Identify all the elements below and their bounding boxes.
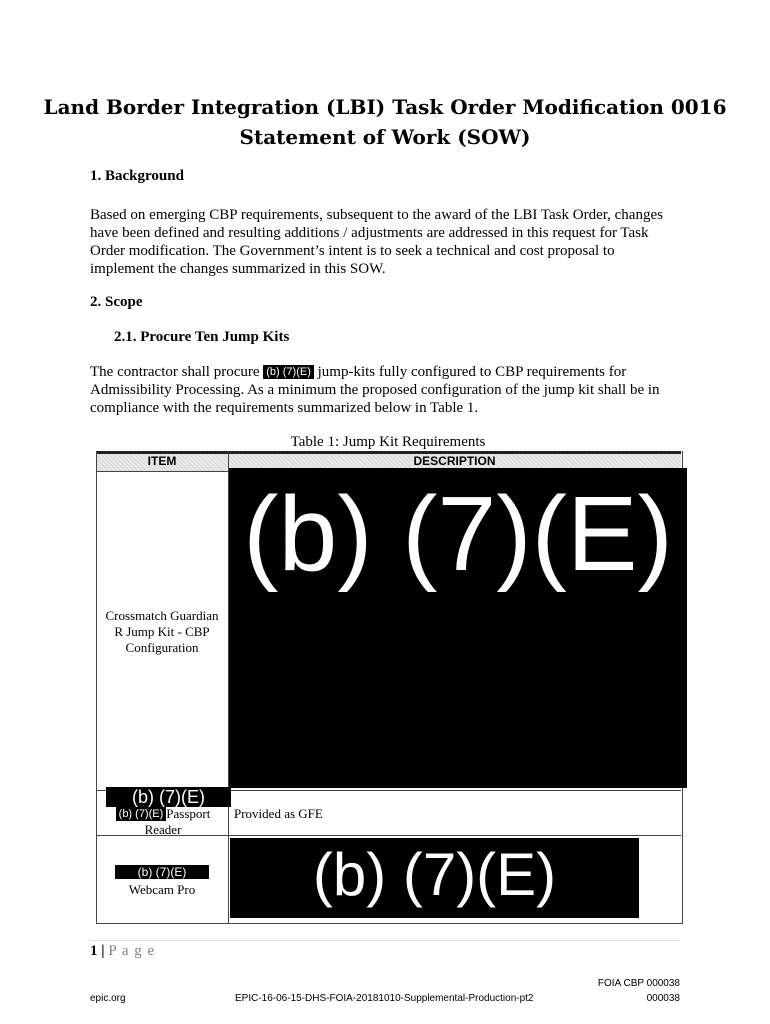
row-3-item xyxy=(100,864,224,898)
row-2-description: Provided as GFE xyxy=(234,806,323,821)
scope-text: The contractor shall procure xyxy=(90,364,264,380)
document-title-line-1: Land Border Integration (LBI) Task Order Modification 0016 xyxy=(43,95,727,119)
background-paragraph xyxy=(90,206,680,278)
scope-text: jump-kits fully configured to CBP requirements for xyxy=(313,364,627,380)
subsection-2-1-heading: 2.1. Procure Ten Jump Kits xyxy=(114,329,290,345)
row-3-description-redaction: (b) (7)(E) xyxy=(230,838,639,918)
scope-line-3: compliance with the requirements summarized below in Table 1. xyxy=(90,400,479,416)
column-header-description: DESCRIPTION xyxy=(413,454,496,468)
scope-line-2: Admissibility Processing. As a minimum the proposed configuration of the jump kit shall be in xyxy=(90,382,660,398)
redaction-box: (b) (7)(E) xyxy=(116,807,167,821)
footer-rule xyxy=(90,940,680,941)
background-line: Based on emerging CBP requirements, subsequent to the award of the LBI Task Order, changes xyxy=(90,207,663,223)
bates-number: 000038 xyxy=(646,993,680,1004)
row-1-item: Crossmatch Guardian R Jump Kit - CBP Configuration xyxy=(105,608,219,655)
page-number: 1 xyxy=(90,943,98,959)
row-2-item-redaction: (b) (7)(E) xyxy=(106,787,231,807)
row-1-description-redaction: (b) (7)(E) xyxy=(229,468,687,788)
row-2-item-text: Passport xyxy=(166,806,211,821)
document-title-line-2: Statement of Work (SOW) xyxy=(239,125,531,149)
scope-paragraph xyxy=(90,363,680,417)
page-number-footer: 1 | P a g e xyxy=(90,943,156,959)
table-caption: Table 1: Jump Kit Requirements xyxy=(290,434,486,450)
scope-line-1 xyxy=(90,363,680,381)
row-3-item-text: Webcam Pro xyxy=(128,882,196,897)
row-2-item-text: Reader xyxy=(144,822,182,837)
foia-stamp: FOIA CBP 000038 xyxy=(597,978,680,989)
background-line: Order modification. The Government’s intent is to seek a technical and cost proposal to xyxy=(90,243,615,259)
background-line: have been defined and resulting additions / adjustments are addressed in this request for Task xyxy=(90,225,649,241)
section-2-heading: 2. Scope xyxy=(90,294,143,310)
redaction-box: (b) (7)(E) xyxy=(115,865,209,879)
redaction-box: (b) (7)(E) xyxy=(263,365,314,379)
background-line: implement the changes summarized in this SOW. xyxy=(90,261,386,277)
row-2-item xyxy=(100,806,226,838)
page-word: P a g e xyxy=(108,943,156,959)
footer-production-id: EPIC-16-06-15-DHS-FOIA-20181010-Supplemental-Production-pt2 xyxy=(235,993,534,1004)
section-1-heading: 1. Background xyxy=(90,168,184,184)
column-header-item: ITEM xyxy=(147,454,177,468)
footer-source: epic.org xyxy=(90,993,126,1004)
